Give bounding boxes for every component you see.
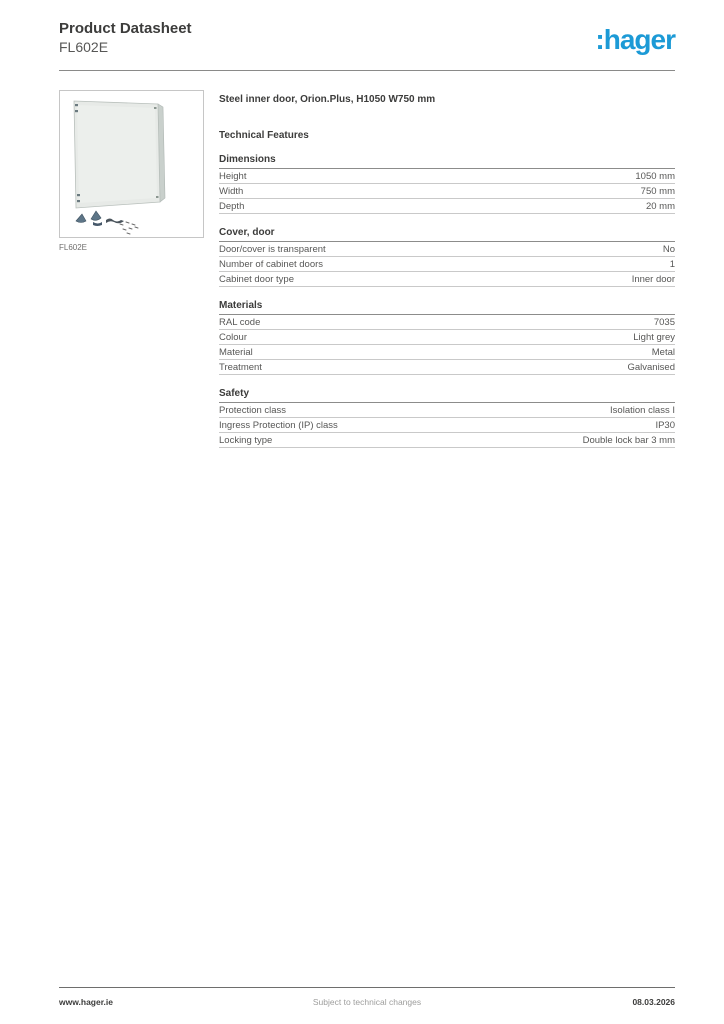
specifications-column [219, 90, 675, 448]
footer-notice: Subject to technical changes [312, 997, 422, 1007]
section-title: Materials [219, 300, 675, 315]
spec-row [219, 184, 675, 199]
product-description: Steel inner door, Orion.Plus, H1050 W750 mm [219, 94, 436, 105]
spec-row [219, 433, 675, 448]
spec-value: IP30 [655, 419, 675, 431]
page-header [59, 20, 675, 56]
spec-value: Galvanised [627, 361, 675, 373]
spec-value: 750 mm [640, 185, 675, 197]
spec-label: Number of cabinet doors [219, 258, 324, 270]
spec-label: Treatment [219, 361, 262, 373]
spec-label: Ingress Protection (IP) class [219, 419, 338, 431]
spec-label: Height [219, 170, 247, 182]
spec-value: Metal [651, 346, 675, 358]
spec-row [219, 199, 675, 214]
spec-label: Depth [219, 200, 245, 212]
spec-row [219, 272, 675, 287]
spec-row [219, 403, 675, 418]
spec-value: No [662, 243, 675, 255]
spec-row [219, 315, 675, 330]
product-image-caption: FL602E [59, 243, 88, 252]
spec-value: 20 mm [645, 200, 675, 212]
section-title: Cover, door [219, 227, 675, 242]
spec-label: Protection class [219, 404, 287, 416]
spec-value: 7035 [653, 316, 675, 328]
footer-date: 08.03.2026 [632, 997, 675, 1007]
spec-row [219, 330, 675, 345]
header-divider [59, 70, 675, 71]
section-dimensions [219, 154, 675, 214]
spec-value: Double lock bar 3 mm [582, 434, 675, 446]
spec-label: Locking type [219, 434, 273, 446]
spec-label: Width [219, 185, 244, 197]
spec-value: 1050 mm [635, 170, 675, 182]
section-cover-door [219, 227, 675, 287]
spec-row [219, 257, 675, 272]
spec-row [219, 360, 675, 375]
spec-row [219, 418, 675, 433]
spec-value: 1 [669, 258, 675, 270]
product-reference: FL602E [59, 38, 109, 55]
spec-row [219, 345, 675, 360]
section-title: Safety [219, 388, 675, 403]
spec-label: Colour [219, 331, 247, 343]
spec-row [219, 169, 675, 184]
technical-features-heading: Technical Features [219, 130, 309, 141]
page-title: Product Datasheet [59, 20, 192, 37]
spec-label: Material [219, 346, 253, 358]
spec-label: Door/cover is transparent [219, 243, 326, 255]
main-content [59, 90, 675, 448]
product-image-column [59, 90, 204, 448]
footer-divider [59, 987, 675, 988]
spec-label: RAL code [219, 316, 261, 328]
spec-value: Light grey [633, 331, 675, 343]
spec-value: Inner door [631, 273, 675, 285]
section-title: Dimensions [219, 154, 675, 169]
title-block [59, 20, 192, 56]
spec-row [219, 242, 675, 257]
section-materials [219, 300, 675, 375]
hager-logo: :hager [595, 24, 675, 55]
product-image [59, 90, 204, 238]
section-safety [219, 388, 675, 448]
spec-label: Cabinet door type [219, 273, 294, 285]
page-footer [59, 997, 675, 1007]
footer-website: www.hager.ie [59, 997, 114, 1007]
spec-value: Isolation class I [610, 404, 675, 416]
steel-door-illustration [60, 91, 203, 237]
